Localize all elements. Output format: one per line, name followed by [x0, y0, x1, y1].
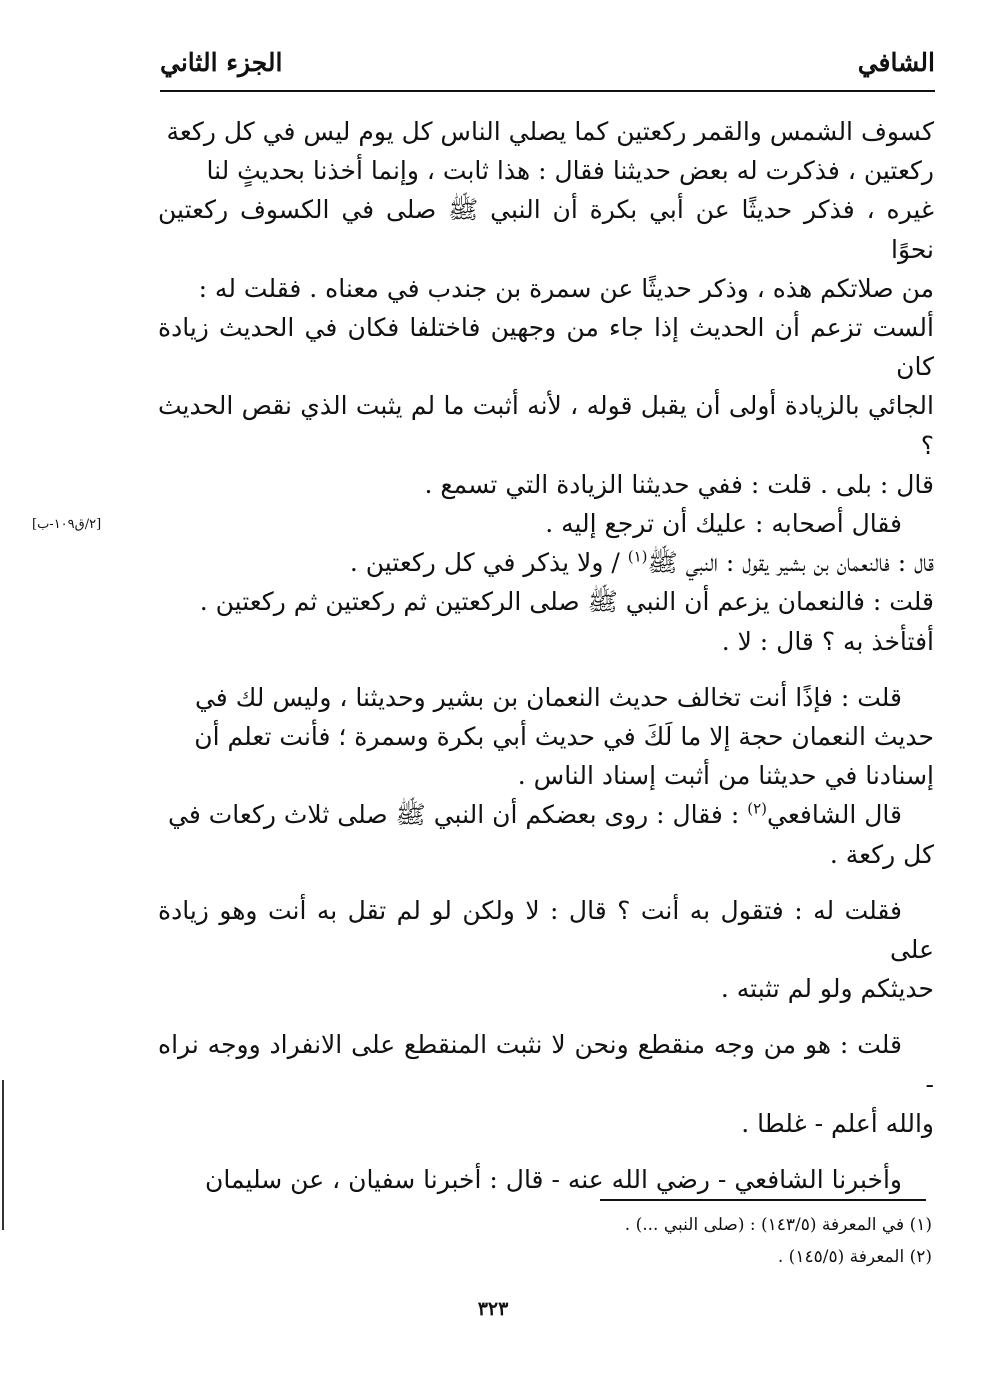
footnote-1: (١) في المعرفة (١٤٣/٥) : (صلى النبي ...) . [624, 1215, 932, 1235]
scan-edge-line [2, 1080, 4, 1230]
text-line: قلت : فالنعمان يزعم أن النبي ﷺ صلى الركعتين ثم ركعتين ثم ركعتين . [199, 587, 934, 617]
footnote-marker: (٢) [747, 800, 767, 819]
text-line: أفتأخذ به ؟ قال : لا . [721, 626, 934, 656]
text-line: إسنادنا في حديثنا من أثبت إسناد الناس . [517, 761, 934, 791]
footnote-separator [600, 1199, 926, 1201]
text-line: كسوف الشمس والقمر ركعتين كما يصلي الناس كل يوم ليس في كل ركعة [166, 117, 934, 146]
footnote-2: (٢) المعرفة (١٤٥/٥) . [777, 1247, 932, 1267]
text-line: قلت : فإذًا أنت تخالف حديث النعمان بن بشير وحديثنا ، وليس لك في [194, 682, 902, 712]
footnotes [300, 1209, 932, 1273]
page-number: ٣٢٣ [477, 1298, 509, 1320]
text-line: قلت : هو من وجه منقطع ونحن لا نثبت المنقطع على الانفراد ووجه نراه - [158, 1030, 934, 1099]
text-line: ألست تزعم أن الحديث إذا جاء من وجهين فاختلفا فكان في الحديث زيادة كان [158, 313, 934, 382]
footnote-marker: (١) [627, 547, 648, 566]
manuscript-folio-note: [٢/ق١٠٩-ب] [32, 517, 102, 532]
text-line: والله أعلم - غلطا . [741, 1108, 934, 1138]
book-title: الشافي [857, 48, 935, 77]
main-text [158, 112, 934, 1199]
text-line: فقال أصحابه : عليك أن ترجع إليه . [545, 509, 902, 539]
text-line: وأخبرنا الشافعي - رضي الله عنه - قال : أخبرنا سفيان ، عن سليمان [205, 1165, 902, 1195]
running-header [160, 44, 935, 92]
text-line: كل ركعة . [829, 839, 934, 869]
text-line: حديث النعمان حجة إلا ما لَكَ في حديث أبي بكرة وسمرة ؛ فأنت تعلم أن [194, 722, 934, 752]
text-line: قال : فالنعمان بن بشير يقول : النبي ﷺ$^{(١)}$ / ولا يذكر في كل ركعتين . [349, 547, 934, 578]
text-line: من صلاتكم هذه ، وذكر حديثًا عن سمرة بن جندب في معناه . فقلت له : [198, 273, 934, 303]
text-line: قال الشافعي$^{(٢)}$ : فقال : روى بعضكم أن النبي ﷺ صلى ثلاث ركعات في [168, 800, 902, 830]
text-line: قال : بلى . قلت : ففي حديثنا الزيادة التي تسمع . [424, 469, 934, 499]
text-line: غيره ، فذكر حديثًا عن أبي بكرة أن النبي ﷺ صلى في الكسوف ركعتين نحوًا [158, 195, 934, 264]
text-line: فقلت له : فتقول به أنت ؟ قال : لا ولكن لو لم تقل به أنت وهو زيادة على [158, 895, 934, 965]
part-title: الجزء الثاني [160, 48, 283, 77]
text-line: حديثكم ولو لم تثبته . [720, 974, 934, 1004]
text-line: الجائي بالزيادة أولى أن يقبل قوله ، لأنه أثبت ما لم يثبت الذي نقص الحديث ؟ [158, 391, 934, 460]
text-line: ركعتين ، فذكرت له بعض حديثنا فقال : هذا ثابت ، وإنما أخذنا بحديثٍ لنا [206, 156, 934, 186]
